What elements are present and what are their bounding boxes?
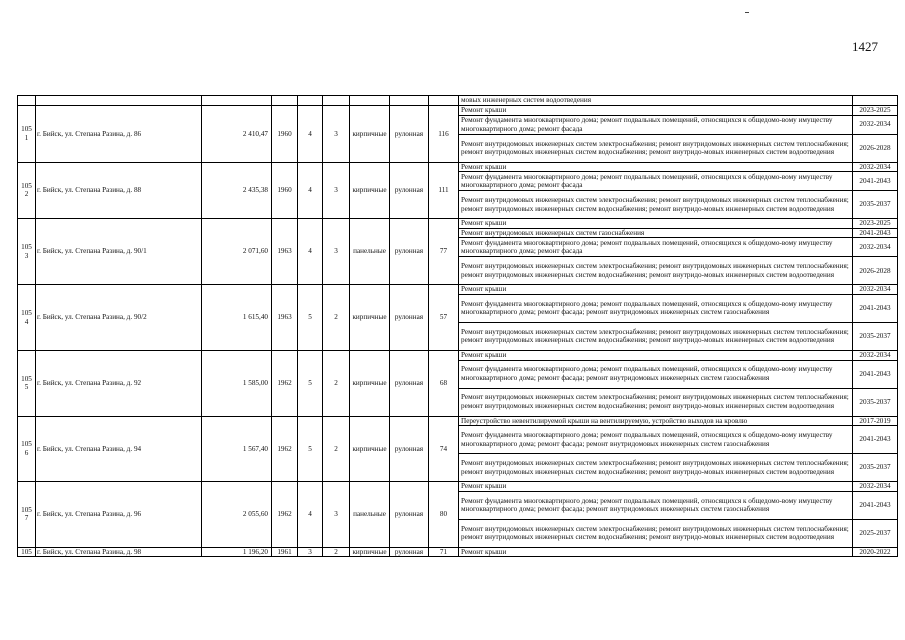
table-row [18,285,898,295]
work-description: Ремонт фундамента многоквартирного дома; ремонт подвальных помещений, относящихся к общедомо-вому имуществу многоквартирного дома; ремонт фасада; ремонт внутридомовых инженерных систем газоснабжения [459,360,853,388]
building-entrances: 2 [323,285,350,351]
work-years: 2032-2034 [853,482,898,492]
work-description: Ремонт фундамента многоквартирного дома; ремонт подвальных помещений, относящихся к общедомо-вому имуществу многоквартирного дома; ремонт фасада [459,115,853,134]
building-apartments: 77 [429,219,459,285]
work-description: Ремонт фундамента многоквартирного дома; ремонт подвальных помещений, относящихся к общедомо-вому имуществу многоквартирного дома; ремонт фасада; ремонт внутридомовых инженерных систем газоснабжения [459,426,853,454]
work-years: 2032-2034 [853,285,898,295]
work-description: Ремонт фундамента многоквартирного дома; ремонт подвальных помещений, относящихся к общедомо-вому имуществу многоквартирного дома; ремонт фасада; ремонт внутридомовых инженерных систем газоснабжения [459,294,853,322]
building-roof: рулонная [390,106,429,163]
work-description: Ремонт крыши [459,350,853,360]
building-address: г. Бийск, ул. Степана Разина, д. 96 [36,482,202,548]
work-years: 2041-2043 [853,360,898,388]
table-row [18,219,898,229]
building-number: 105 5 [18,350,36,416]
building-walls: кирпичные [350,416,390,482]
building-address: г. Бийск, ул. Степана Разина, д. 94 [36,416,202,482]
building-number: 105 6 [18,416,36,482]
building-area: 2 071,60 [202,219,272,285]
building-entrances: 3 [323,219,350,285]
building-entrances: 2 [323,416,350,482]
building-roof: рулонная [390,482,429,548]
building-apartments: 116 [429,106,459,163]
building-walls: кирпичные [350,547,390,557]
work-years: 2023-2025 [853,219,898,229]
building-roof: рулонная [390,162,429,219]
building-year: 1962 [272,482,298,548]
building-number: 105 4 [18,285,36,351]
building-floors [298,96,323,106]
work-years: 2035-2037 [853,388,898,416]
work-description: Ремонт внутридомовых инженерных систем электроснабжения; ремонт внутридомовых инженерных систем теплоснабжения; ремонт внутридомовых инженерных систем водоснабжения; ремонт внутридо-мовых инженерных систем водоотведения [459,191,853,219]
building-number: 105 [18,547,36,557]
building-floors: 4 [298,162,323,219]
building-number: 105 3 [18,219,36,285]
work-description: Ремонт крыши [459,482,853,492]
building-walls: кирпичные [350,106,390,163]
building-area: 2 435,38 [202,162,272,219]
table-row [18,96,898,106]
building-area [202,96,272,106]
building-entrances: 3 [323,482,350,548]
building-number [18,96,36,106]
building-walls: кирпичные [350,285,390,351]
work-description: Ремонт фундамента многоквартирного дома; ремонт подвальных помещений, относящихся к общедомо-вому имуществу многоквартирного дома; ремонт фасада; ремонт внутридомовых инженерных систем газоснабжения [459,491,853,519]
building-address: г. Бийск, ул. Степана Разина, д. 92 [36,350,202,416]
building-entrances: 3 [323,162,350,219]
building-roof: рулонная [390,547,429,557]
building-area: 1 567,40 [202,416,272,482]
building-year: 1963 [272,285,298,351]
building-floors: 3 [298,547,323,557]
building-apartments [429,96,459,106]
work-description: Ремонт фундамента многоквартирного дома; ремонт подвальных помещений, относящихся к общедомо-вому имуществу многоквартирного дома; ремонт фасада [459,238,853,257]
building-year: 1960 [272,162,298,219]
building-area: 1 585,00 [202,350,272,416]
table-row [18,547,898,557]
work-years: 2041-2043 [853,228,898,238]
work-description: Ремонт внутридомовых инженерных систем электроснабжения; ремонт внутридомовых инженерных систем теплоснабжения; ремонт внутридомовых инженерных систем водоснабжения; ремонт внутридо-мовых инженерных систем водоотведения [459,257,853,285]
work-description: мовых инженерных систем водоотведения [459,96,853,106]
work-description: Ремонт внутридомовых инженерных систем электроснабжения; ремонт внутридомовых инженерных систем теплоснабжения; ремонт внутридомовых инженерных систем водоснабжения; ремонт внутридо-мовых инженерных систем водоотведения [459,388,853,416]
building-year: 1963 [272,219,298,285]
building-number: 105 2 [18,162,36,219]
building-walls: кирпичные [350,350,390,416]
building-area: 2 055,60 [202,482,272,548]
housing-repair-table [17,95,898,557]
building-floors: 5 [298,350,323,416]
building-address: г. Бийск, ул. Степана Разина, д. 90/1 [36,219,202,285]
work-years: 2032-2034 [853,350,898,360]
work-description: Переустройство невентилируемой крыши на вентилируемую, устройство выходов на кровлю [459,416,853,426]
building-apartments: 68 [429,350,459,416]
building-floors: 5 [298,416,323,482]
building-apartments: 71 [429,547,459,557]
building-walls: кирпичные [350,162,390,219]
work-description: Ремонт крыши [459,162,853,172]
work-description: Ремонт фундамента многоквартирного дома; ремонт подвальных помещений, относящихся к общедомо-вому имуществу многоквартирного дома; ремонт фасада [459,172,853,191]
scan-speck [745,12,749,13]
work-years: 2041-2043 [853,491,898,519]
work-years: 2023-2025 [853,106,898,116]
building-walls [350,96,390,106]
work-description: Ремонт крыши [459,285,853,295]
building-number: 105 1 [18,106,36,163]
work-years: 2026-2028 [853,134,898,162]
building-address: г. Бийск, ул. Степана Разина, д. 88 [36,162,202,219]
work-description: Ремонт внутридомовых инженерных систем электроснабжения; ремонт внутридомовых инженерных систем теплоснабжения; ремонт внутридомовых инженерных систем водоснабжения; ремонт внутридо-мовых инженерных систем водоотведения [459,322,853,350]
building-floors: 5 [298,285,323,351]
work-description: Ремонт крыши [459,219,853,229]
building-address [36,96,202,106]
work-years: 2017-2019 [853,416,898,426]
table-row [18,162,898,172]
table-row [18,416,898,426]
building-address: г. Бийск, ул. Степана Разина, д. 98 [36,547,202,557]
building-floors: 4 [298,106,323,163]
building-entrances: 2 [323,547,350,557]
building-area: 1 196,20 [202,547,272,557]
work-description: Ремонт внутридомовых инженерных систем электроснабжения; ремонт внутридомовых инженерных систем теплоснабжения; ремонт внутридомовых инженерных систем водоснабжения; ремонт внутридо-мовых инженерных систем водоотведения [459,519,853,547]
building-apartments: 57 [429,285,459,351]
building-year: 1961 [272,547,298,557]
building-year: 1960 [272,106,298,163]
table-row [18,106,898,116]
table-row [18,350,898,360]
work-years: 2035-2037 [853,191,898,219]
work-years: 2032-2034 [853,115,898,134]
work-years: 2032-2034 [853,162,898,172]
building-year [272,96,298,106]
building-address: г. Бийск, ул. Степана Разина, д. 86 [36,106,202,163]
building-floors: 4 [298,482,323,548]
work-years: 2032-2034 [853,238,898,257]
building-roof: рулонная [390,350,429,416]
building-entrances: 3 [323,106,350,163]
building-roof: рулонная [390,219,429,285]
work-years [853,96,898,106]
work-description: Ремонт крыши [459,547,853,557]
work-description: Ремонт внутридомовых инженерных систем газоснабжения [459,228,853,238]
page-number: 1427 [852,39,878,54]
work-years: 2025-2037 [853,519,898,547]
building-apartments: 111 [429,162,459,219]
work-years: 2041-2043 [853,294,898,322]
building-walls: панельные [350,482,390,548]
work-description: Ремонт внутридомовых инженерных систем электроснабжения; ремонт внутридомовых инженерных систем теплоснабжения; ремонт внутридомовых инженерных систем водоснабжения; ремонт внутридо-мовых инженерных систем водоотведения [459,134,853,162]
building-year: 1962 [272,416,298,482]
work-years: 2041-2043 [853,426,898,454]
work-description: Ремонт крыши [459,106,853,116]
building-walls: панельные [350,219,390,285]
building-apartments: 74 [429,416,459,482]
building-area: 1 615,40 [202,285,272,351]
building-address: г. Бийск, ул. Степана Разина, д. 90/2 [36,285,202,351]
building-year: 1962 [272,350,298,416]
building-apartments: 80 [429,482,459,548]
table-row [18,482,898,492]
building-entrances: 2 [323,350,350,416]
building-roof: рулонная [390,285,429,351]
work-years: 2041-2043 [853,172,898,191]
building-area: 2 410,47 [202,106,272,163]
work-description: Ремонт внутридомовых инженерных систем электроснабжения; ремонт внутридомовых инженерных систем теплоснабжения; ремонт внутридомовых инженерных систем водоснабжения; ремонт внутридо-мовых инженерных систем водоотведения [459,454,853,482]
building-roof: рулонная [390,416,429,482]
building-floors: 4 [298,219,323,285]
building-number: 105 7 [18,482,36,548]
work-years: 2035-2037 [853,454,898,482]
building-entrances [323,96,350,106]
work-years: 2026-2028 [853,257,898,285]
work-years: 2035-2037 [853,322,898,350]
building-roof [390,96,429,106]
work-years: 2020-2022 [853,547,898,557]
